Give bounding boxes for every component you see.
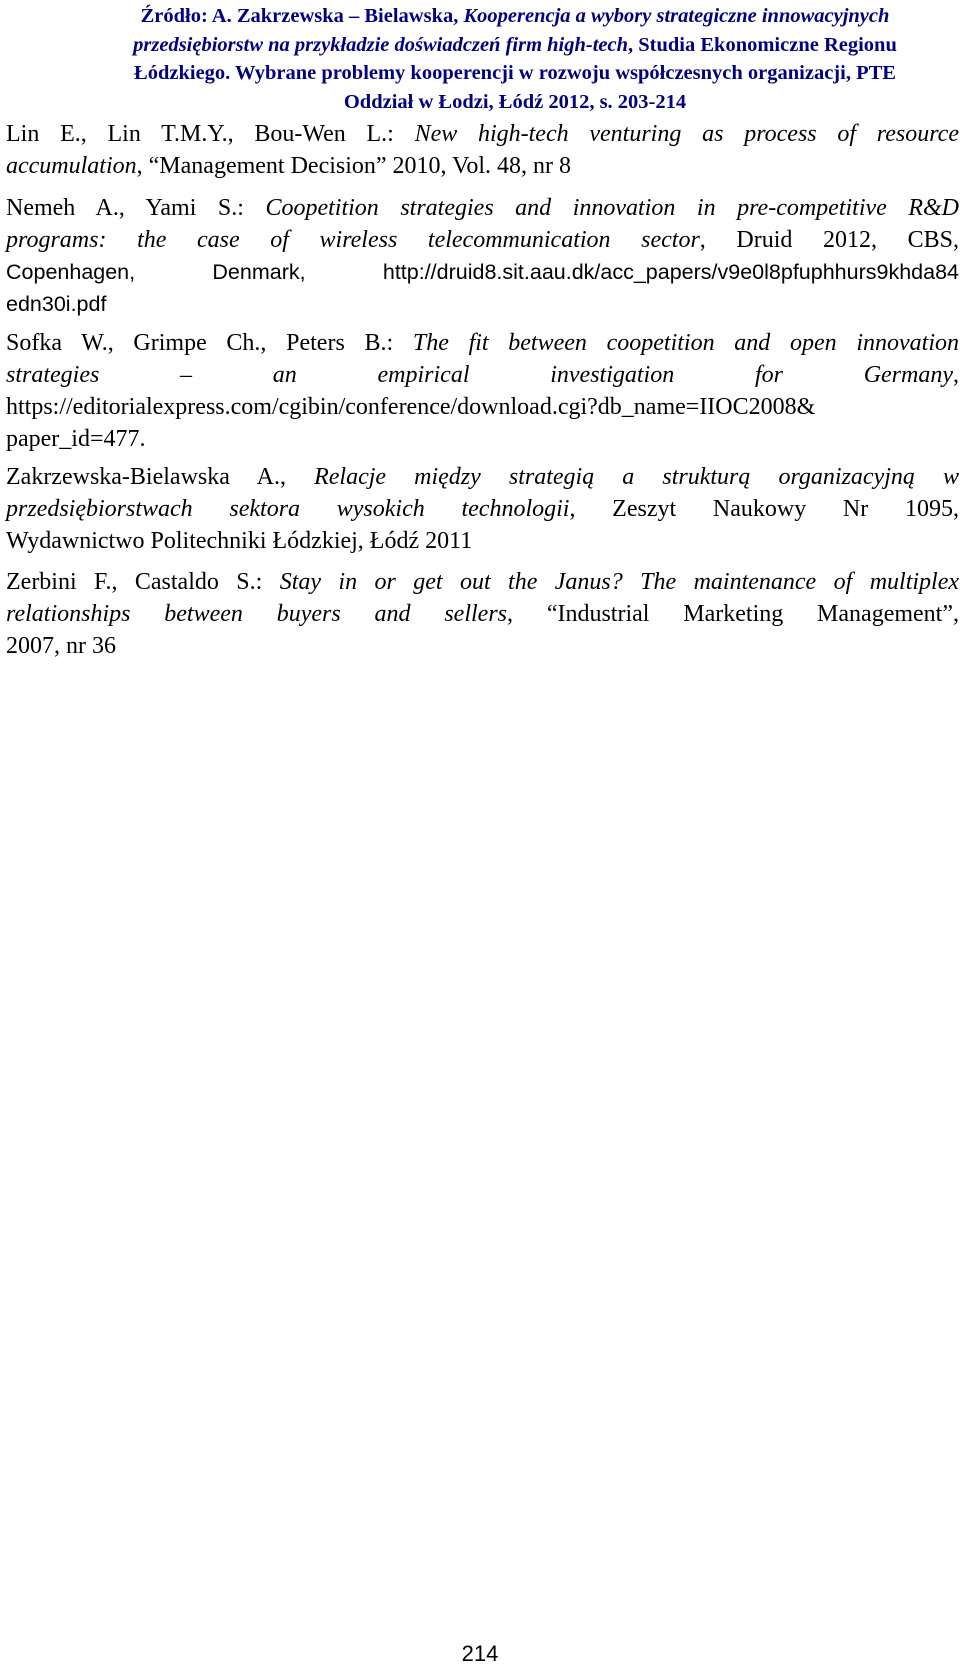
page-number: 214 [461,1641,499,1666]
source-citation-header [70,2,960,116]
reference-title: przedsiębiorstwach sektora wysokich technologii [6,496,570,522]
reference-title: relationships between buyers and sellers [6,601,507,627]
reference-url-line: https://editorialexpress.com/cgibin/conference/download.cgi?db_name=IIOC2008& [6,394,816,420]
reference-title: Stay in or get out the Janus? The maintenance of multiplex [279,569,959,595]
reference-title: Coopetition strategies and innovation in pre-competitive R&D [265,195,959,221]
reference-line [6,598,959,630]
reference-authors: Zerbini F., Castaldo S.: [6,569,280,595]
reference-title: The fit between coopetition and open innovation [412,330,960,356]
reference-entry [6,461,959,557]
reference-line: 2007, nr 36 [6,633,116,659]
reference-title: New high-tech venturing as process of resource [414,121,959,147]
reference-line [6,493,959,525]
reference-publication: , “Management Decision” 2010, Vol. 48, nr 8 [136,153,572,179]
source-header-title-part-2: przedsiębiorstw na przykładzie doświadczeń firm high-tech [133,33,629,56]
reference-authors: Nemeh A., Yami S.: [6,195,266,221]
source-header-title-part-1: Kooperencja a wybory strategiczne innowacyjnych [463,5,890,27]
reference-publication: , “Industrial Marketing Management”, [507,601,959,627]
reference-line: Wydawnictwo Politechniki Łódzkiej, Łódź 2011 [6,528,473,554]
reference-line [6,327,959,359]
reference-publication: , Zeszyt Naukowy Nr 1095, [569,496,959,522]
reference-title: accumulation [6,153,137,179]
reference-url-line: edn30i.pdf [6,292,107,316]
source-header-series: , Studia Ekonomiczne Regionu [628,33,897,56]
reference-authors: Zakrzewska-Bielawska A., [6,464,315,490]
reference-line [6,118,959,150]
reference-title: Relacje między strategią a strukturą organizacyjną w [314,464,959,490]
reference-line [6,566,959,598]
reference-line [6,150,959,182]
reference-url-line: Copenhagen, Denmark, http://druid8.sit.aau.dk/acc_papers/v9e0l8pfuphhurs9khda84 [6,260,959,284]
reference-entry [6,192,959,320]
reference-authors: Lin E., Lin T.M.Y., Bou-Wen L.: [6,121,415,147]
source-header-line-3: Łódzkiego. Wybrane problemy kooperencji w rozwoju współczesnych organizacji, PTE [134,62,896,84]
reference-entry [6,118,959,182]
reference-entry [6,327,959,455]
source-header-line-1 [70,2,960,31]
reference-title: strategies – an empirical investigation for Germany [6,362,953,388]
reference-publication: , Druid 2012, CBS, [699,227,959,253]
source-header-authors: Źródło: A. Zakrzewska – Bielawska, [140,5,464,27]
reference-url-line: paper_id=477. [6,426,146,452]
reference-title: programs: the case of wireless telecommunication sector [6,227,700,253]
reference-line [6,224,959,256]
reference-line [6,359,959,391]
reference-authors: Sofka W., Grimpe Ch., Peters B.: [6,330,413,356]
source-header-line-2 [70,31,960,60]
source-header-line-4: Oddział w Łodzi, Łódź 2012, s. 203-214 [343,90,687,113]
reference-punctuation: , [953,362,959,388]
reference-entry [6,566,959,662]
reference-line [6,192,959,224]
reference-line [6,461,959,493]
